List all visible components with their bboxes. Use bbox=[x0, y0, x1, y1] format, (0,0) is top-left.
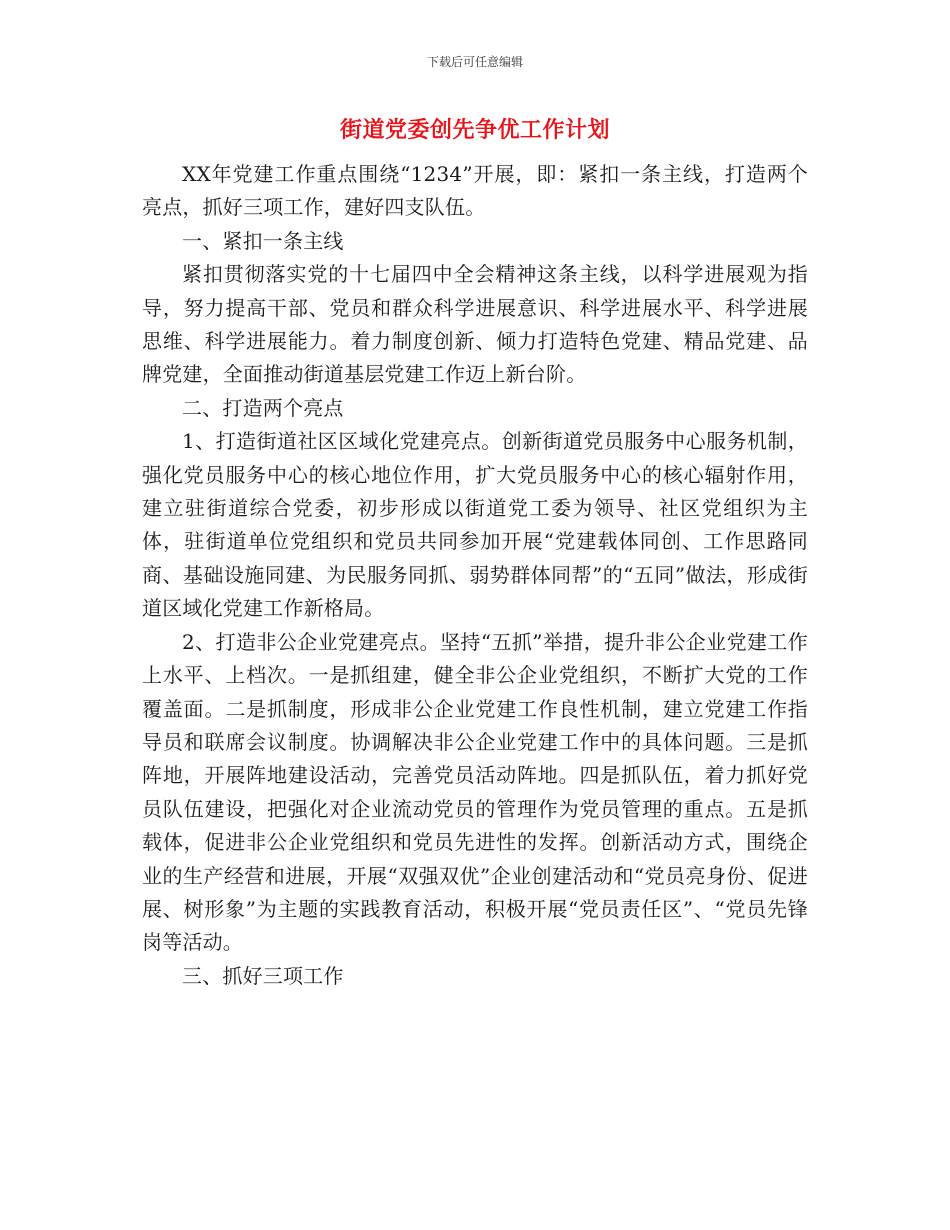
header-note: 下载后可任意编辑 bbox=[426, 55, 523, 69]
section-heading-1: 一、紧扣一条主线 bbox=[182, 228, 344, 253]
section-heading-2: 二、打造两个亮点 bbox=[182, 395, 344, 420]
section-heading-3: 三、抓好三项工作 bbox=[182, 963, 344, 988]
document-title: 街道党委创先争优工作计划 bbox=[339, 118, 610, 143]
section-2-item-1-paragraph: 1、打造街道社区区域化党建亮点。创新街道党员服务中心服务机制，强化党员服务中心的核心地位作用，扩大党员服务中心的核心辐射作用，建立驻街道综合党委，初步形成以街道党工委为领导、社区党组织为主体，驻街道单位党组织和党员共同参加开展“党建载体同创、工作思路同商、基础设施同建、为民服务同抓、弱势群体同帮”的“五同”做法，形成街道区域化党建工作新格局。 bbox=[142, 429, 808, 621]
intro-paragraph: XX年党建工作重点围绕“1234”开展，即：紧扣一条主线，打造两个亮点，抓好三项工作，建好四支队伍。 bbox=[142, 162, 808, 220]
document-body bbox=[142, 158, 808, 993]
section-1-paragraph: 紧扣贯彻落实党的十七届四中全会精神这条主线，以科学进展观为指导，努力提高干部、党员和群众科学进展意识、科学进展水平、科学进展思维、科学进展能力。着力制度创新、倾力打造特色党建、精品党建、品牌党建，全面推动街道基层党建工作迈上新台阶。 bbox=[142, 262, 808, 387]
section-2-item-2-paragraph: 2、打造非公企业党建亮点。坚持“五抓”举措，提升非公企业党建工作上水平、上档次。一是抓组建，健全非公企业党组织，不断扩大党的工作覆盖面。二是抓制度，形成非公企业党建工作良性机制，建立党建工作指导员和联席会议制度。协调解决非公企业党建工作中的具体问题。三是抓阵地，开展阵地建设活动，完善党员活动阵地。四是抓队伍，着力抓好党员队伍建设，把强化对企业流动党员的管理作为党员管理的重点。五是抓载体，促进非公企业党组织和党员先进性的发挥。创新活动方式，围绕企业的生产经营和进展，开展“双强双优”企业创建活动和“党员亮身份、促进展、树形象”为主题的实践教育活动，积极开展“党员责任区”、“党员先锋岗等活动。 bbox=[142, 629, 808, 955]
